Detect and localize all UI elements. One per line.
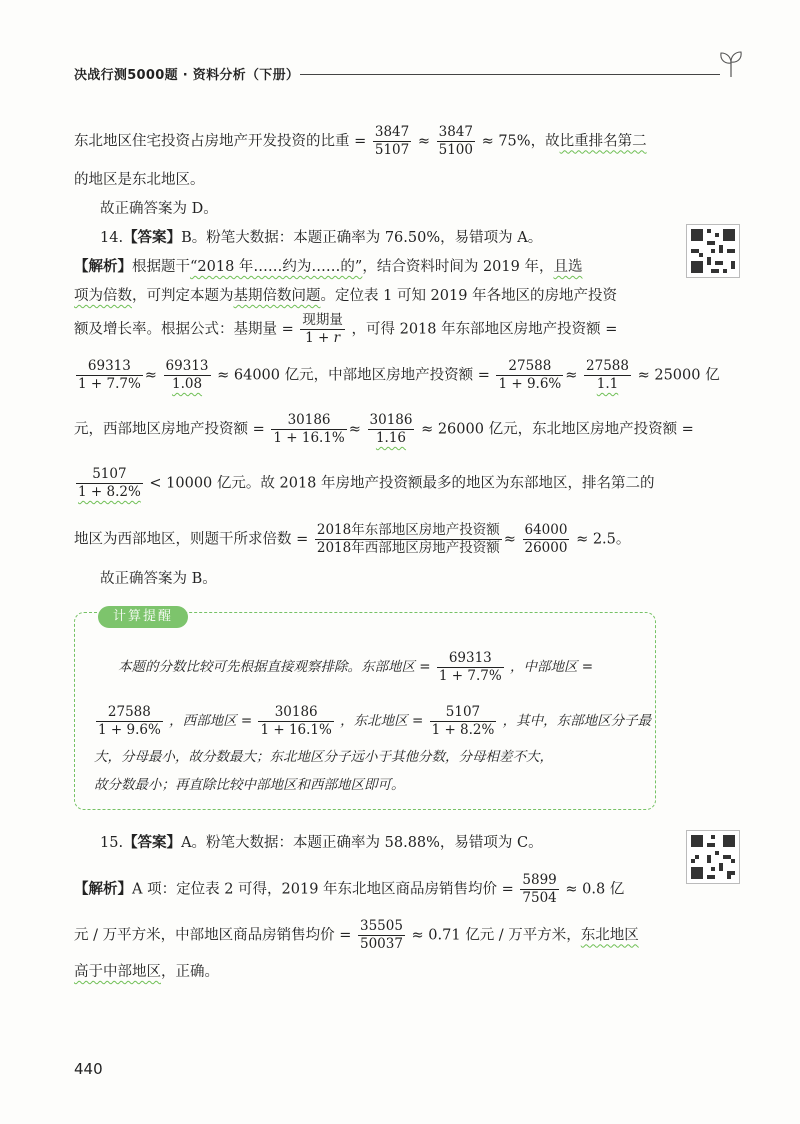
fraction: $\frac{30186}{1 + 16.1\%}$ <box>273 412 345 446</box>
running-header: 决战行测5000题 · 资料分析（下册） <box>74 68 300 83</box>
tip-line-2: $\frac{27588}{1 + 9.6\%}$ ，西部地区 = $\frac{30186}{1 + 16.1\%}$ ，东北地区 = $\frac{5107}{1 + 8.2\%}$ ，其中，东部地区分子最 <box>98 704 652 738</box>
answer-tag: 【答案】 <box>123 229 182 246</box>
fraction: $\frac{64000}{26000}$ <box>524 522 568 556</box>
fraction: $\frac{27588}{1 + 9.6\%}$ <box>98 704 161 738</box>
q14-analysis-line-3: 额及增长率。根据公式：基期量 = $\frac{\text{现期量}}{1 + r}$ ，可得 2018 年东部地区房地产投资额 = <box>74 312 618 346</box>
analysis-tag: 【解析】 <box>74 258 132 275</box>
fraction: $\frac{3847}{5100}$ <box>438 124 473 158</box>
q13-line-2: 的地区是东北地区。 <box>74 172 205 188</box>
q14-analysis-line-6: $\frac{5107}{1 + 8.2\%}$ < 10000 亿元。故 2018 年房地产投资额最多的地区为东部地区，排名第二的 <box>78 466 655 500</box>
tip-line-4: 故分数最小；再直除比较中部地区和西部地区即可。 <box>94 777 405 793</box>
q14-analysis-line-4: $\frac{69313}{1 + 7.7\%}$ ≈ $\frac{69313}{1.08}$ ≈ 64000 亿元，中部地区房地产投资额 = $\frac{27588}{1 + 9.6\%}$ ≈ $\frac{27588}{1.1}$ ≈ 25000 亿 <box>78 358 720 392</box>
fraction: $\frac{30186}{1.16}$ <box>369 412 413 446</box>
fraction: $\frac{5107}{1 + 8.2\%}$ <box>78 466 141 500</box>
q13-answer: 故正确答案为 D。 <box>100 201 218 217</box>
fraction: $\frac{5899}{7504}$ <box>522 872 557 906</box>
analysis-tag: 【解析】 <box>74 880 132 898</box>
q14-answer-line: 14.【答案】B。粉笔大数据：本题正确率为 76.50%，易错项为 A。 <box>100 229 543 246</box>
tip-line-1: 本题的分数比较可先根据直接观察排除。东部地区 = $\frac{69313}{1 + 7.7\%}$ ，中部地区 = <box>118 650 594 684</box>
formula-fraction: $\frac{\text{现期量}}{1 + r}$ <box>302 312 343 346</box>
fraction: $\frac{30186}{1 + 16.1\%}$ <box>260 704 332 738</box>
q14-analysis-line-7: 地区为西部地区，则题干所求倍数 = $\frac{\text{2018年东部地区房地产投资额}}{\text{2018年西部地区房地产投资额}}$ ≈ $\frac{64000}{26000}$ ≈ 2.5。 <box>74 522 631 556</box>
q15-answer-line: 15.【答案】A。粉笔大数据：本题正确率为 58.88%，易错项为 C。 <box>100 834 543 851</box>
page-number: 440 <box>74 1060 103 1078</box>
q15-analysis-line-3: 高于中部地区，正确。 <box>74 964 219 980</box>
q14-answer: 故正确答案为 B。 <box>100 571 217 587</box>
ratio-fraction: $\frac{\text{2018年东部地区房地产投资额}}{\text{2018年西部地区房地产投资额}}$ <box>316 522 500 556</box>
fraction: $\frac{3847}{5107}$ <box>374 124 410 158</box>
fraction: $\frac{5107}{1 + 8.2\%}$ <box>431 704 495 738</box>
tip-line-3: 大，分母最小，故分数最大；东北地区分子远小于其他分数，分母相差不大， <box>94 749 553 765</box>
q14-analysis-line-5: 元，西部地区房地产投资额 = $\frac{30186}{1 + 16.1\%}$ ≈ $\frac{30186}{1.16}$ ≈ 26000 亿元，东北地区房地产投资额 = <box>74 412 694 446</box>
header-rule <box>300 74 720 75</box>
fraction: $\frac{27588}{1 + 9.6\%}$ <box>498 358 562 392</box>
tip-tab-label: 计算提醒 <box>98 606 188 628</box>
q15-analysis-line-1: 【解析】A 项：定位表 2 可得，2019 年东北地区商品房销售均价 = $\frac{5899}{7504}$ ≈ 0.8 亿 <box>74 872 625 906</box>
q13-line-1: 东北地区住宅投资占房地产开发投资的比重 = $\frac{3847}{5107}$ ≈ $\frac{3847}{5100}$ ≈ 75%，故比重排名第二 <box>74 124 647 158</box>
fraction: $\frac{27588}{1.1}$ <box>586 358 629 392</box>
fraction: $\frac{69313}{1 + 7.7\%}$ <box>78 358 141 392</box>
q15-analysis-line-2: 元 / 万平方米，中部地区商品房销售均价 = $\frac{35505}{50037}$ ≈ 0.71 亿元 / 万平方米，东北地区 <box>74 918 639 952</box>
answer-tag: 【答案】 <box>123 834 182 851</box>
fraction: $\frac{69313}{1.08}$ <box>165 358 209 392</box>
fraction: $\frac{35505}{50037}$ <box>359 918 403 952</box>
fraction: $\frac{69313}{1 + 7.7\%}$ <box>438 650 502 684</box>
q14-analysis-line-1: 【解析】根据题干“2018 年……约为……的”，结合资料时间为 2019 年，且选 <box>74 258 583 275</box>
sprout-icon <box>718 50 744 78</box>
q14-analysis-line-2: 项为倍数，可判定本题为基期倍数问题。定位表 1 可知 2019 年各地区的房地产投资 <box>74 288 618 304</box>
